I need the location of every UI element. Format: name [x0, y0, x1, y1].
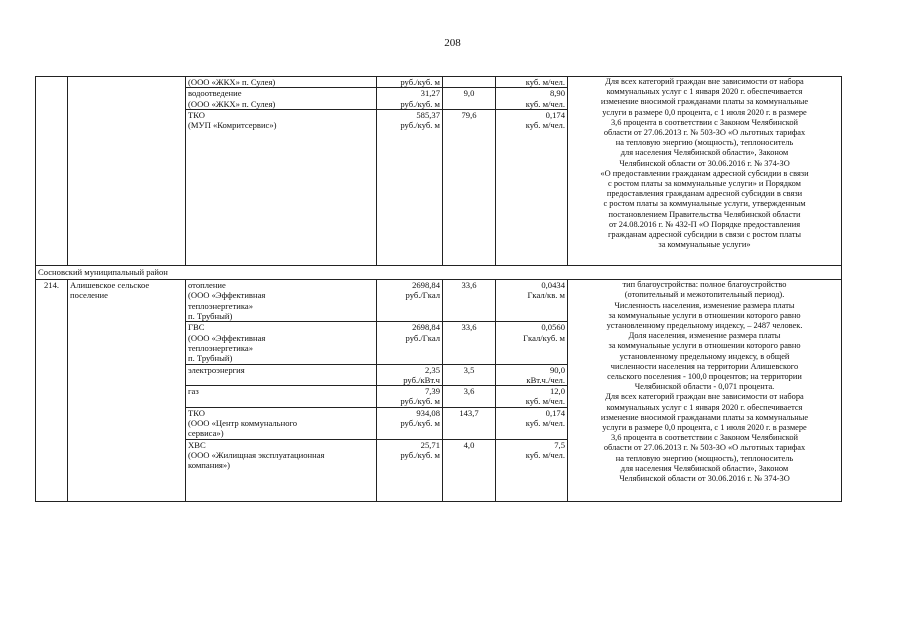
region-title: Сосновский муниципальный район [36, 265, 842, 279]
entry-number: 214. [36, 280, 68, 501]
table-row [36, 77, 842, 88]
service-cell: отопление (ООО «Эффективная теплоэнергетика» п. Трубный) [186, 280, 377, 322]
growth-cell: 143,7 [443, 407, 496, 439]
growth-cell: 79,6 [443, 109, 496, 265]
volume-cell: 0,0434 Гкал/кв. м [496, 280, 568, 322]
volume-cell: 8,90 куб. м/чел. [496, 88, 568, 110]
growth-cell: 33,6 [443, 280, 496, 322]
service-cell: ТКО (ООО «Центр коммунального сервиса») [186, 407, 377, 439]
growth-cell: 9,0 [443, 88, 496, 110]
growth-cell: 4,0 [443, 439, 496, 501]
volume-cell: куб. м/чел. [496, 77, 568, 88]
volume-cell: 7,5 куб. м/чел. [496, 439, 568, 501]
region-row [36, 265, 842, 279]
settlement-name: Алишевское сельское поселение [68, 280, 186, 501]
empty-number-cell [36, 77, 68, 266]
tariff-cell: руб./куб. м [377, 77, 443, 88]
table-row [36, 280, 842, 322]
volume-cell: 0,174 куб. м/чел. [496, 109, 568, 265]
note-cell: тип благоустройства: полное благоустройство (отопительный и межотопительный период). Численность населения, изменение размера платы за коммунальные услуги в отношении которого равно установленному предельному индексу, – 2487 человек. Доля населения, изменение размера платы за коммунальные услуги в отношении которого равно установленному предельному индексу, в общей численности населения на территории Алишевского сельского поселения - 100,0 процентов; на территории Челябинской области - 0,071 процента. Для всех категорий граждан вне зависимости от набора коммунальных услуг с 1 января 2020 г. обеспечивается изменение вносимой гражданами платы за коммунальные услуги в размере 0,0 процента, с 1 июля 2020 г. в размере 3,6 процента в соответствии с Законом Челябинской области от 27.06.2013 г. № 503-ЗО «О льготных тарифах на тепловую энергию (мощность), теплоноситель для населения Челябинской области», Законом Челябинской области от 30.06.2016 г. № 374-ЗО [568, 280, 842, 501]
service-cell: электроэнергия [186, 364, 377, 386]
growth-cell [443, 77, 496, 88]
growth-cell: 33,6 [443, 322, 496, 364]
growth-cell: 3,6 [443, 386, 496, 408]
tariff-table [35, 76, 842, 502]
service-cell: ХВС (ООО «Жилищная эксплуатационная компания») [186, 439, 377, 501]
tariff-cell: 31,27 руб./куб. м [377, 88, 443, 110]
note-cell: Для всех категорий граждан вне зависимости от набора коммунальных услуг с 1 января 2020 г. обеспечивается изменение вносимой гражданами платы за коммунальные услуги в размере 0,0 процента, с 1 июля 2020 г. в размере 3,6 процента в соответствии с Законом Челябинской области от 27.06.2013 г. № 503-ЗО «О льготных тарифах на тепловую энергию (мощность), теплоноситель для населения Челябинской области», Законом Челябинской области от 30.06.2016 г. № 374-ЗО «О предоставлении гражданам адресной субсидии в связи с ростом платы за коммунальные услуги» и Порядком предоставления гражданам адресной субсидии в связи с ростом платы за коммунальные услуги, утвержденным постановлением Правительства Челябинской области от 24.08.2016 г. № 432-П «О Порядке предоставления гражданам адресной субсидии в связи с ростом платы за коммунальные услуги» [568, 77, 842, 266]
growth-cell: 3,5 [443, 364, 496, 386]
tariff-cell: 2698,84 руб./Гкал [377, 322, 443, 364]
service-cell: водоотведение (ООО «ЖКХ» п. Сулея) [186, 88, 377, 110]
volume-cell: 0,0560 Гкал/куб. м [496, 322, 568, 364]
tariff-cell: 7,39 руб./куб. м [377, 386, 443, 408]
volume-cell: 0,174 куб. м/чел. [496, 407, 568, 439]
volume-cell: 90,0 кВт.ч./чел. [496, 364, 568, 386]
page-number: 208 [444, 37, 461, 49]
volume-cell: 12,0 куб. м/чел. [496, 386, 568, 408]
tariff-cell: 25,71 руб./куб. м [377, 439, 443, 501]
service-cell: газ [186, 386, 377, 408]
service-cell: ТКО (МУП «Комритсервис») [186, 109, 377, 265]
tariff-cell: 2,35 руб./кВт.ч [377, 364, 443, 386]
tariff-cell: 585,37 руб./куб. м [377, 109, 443, 265]
tariff-cell: 2698,84 руб./Гкал [377, 280, 443, 322]
tariff-cell: 934,08 руб./куб. м [377, 407, 443, 439]
service-cell: (ООО «ЖКХ» п. Сулея) [186, 77, 377, 88]
service-cell: ГВС (ООО «Эффективная теплоэнергетика» п. Трубный) [186, 322, 377, 364]
empty-name-cell [68, 77, 186, 266]
